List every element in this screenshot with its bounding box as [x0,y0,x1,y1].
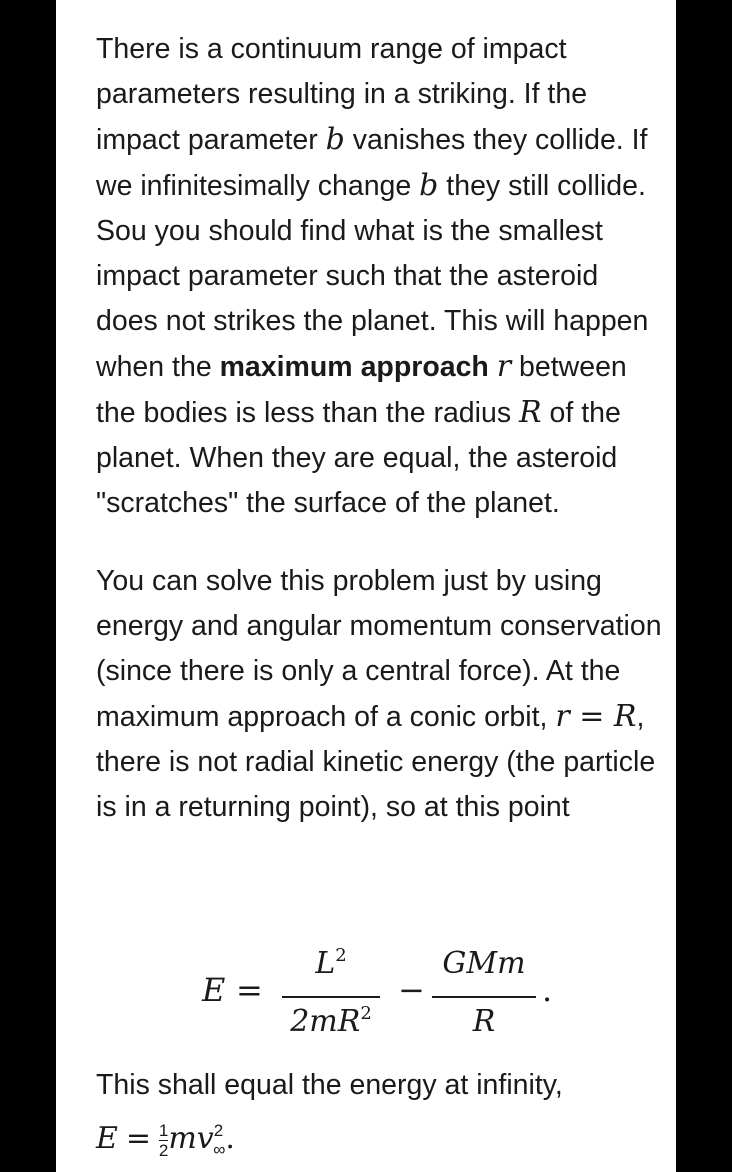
math-period: . [225,1121,235,1156]
text-span: vanishes they collide. If we infinitesimally change [96,124,648,202]
text-span: of the planet. When they are equal, the asteroid "scratches" the surface of the planet. [96,397,621,519]
text-span: There is a continuum range of impact parameters resulting in a striking. If the impact parameter [96,33,588,156]
den-exponent: 2 [360,1003,372,1024]
bold-term: maximum approach [219,351,489,383]
paragraph-energy-infinity [96,1063,666,1172]
math-mv: mv [168,1121,214,1156]
paragraph-impact-parameter [96,27,666,526]
text-line: This shall equal the energy at infinity, [96,1069,563,1101]
fraction-bar [432,996,536,998]
num-exponent: 2 [335,945,347,966]
half-den: 2 [158,1140,169,1160]
math-R: R [519,395,542,430]
energy-equation [56,920,676,1040]
math-E: E [96,1121,118,1156]
text-span: between the bodies is less than the radius [96,351,627,429]
math-b: b [419,168,439,203]
eq-equals: = [236,971,263,1009]
text-span: , there is not radial kinetic energy (the particle is in a returning point), so at this point [96,701,656,823]
fraction-denominator [282,1004,380,1039]
fraction-denominator: R [472,1004,496,1039]
fraction-bar [282,996,380,998]
math-equals: = [125,1121,151,1156]
den-text: 2mR [290,1004,361,1039]
half-fraction [159,1122,168,1159]
half-num: 1 [158,1120,169,1140]
fraction-numerator: GMm [442,946,526,981]
fraction-numerator [282,946,380,981]
paragraph-conservation [96,559,666,830]
answer-body [96,27,666,830]
math-sub-infinity: ∞ [213,1140,226,1159]
math-r-equals-R: r = R [555,699,637,734]
text-span: they still collide. Sou you should find what is the smallest impact parameter such that the asteroid does not strikes the planet. This will happen when the [96,170,649,383]
eq-lhs: E [202,971,226,1009]
inline-equation [96,1108,666,1172]
math-b: b [325,122,345,157]
eq-minus: − [398,971,425,1009]
fraction-kinetic [282,946,380,1056]
text-span: You can solve this problem just by using energy and angular momentum conservation (since there is only a central force). At the maximum approach of a conic orbit, [96,565,662,733]
answer-card [56,0,676,1172]
eq-period: . [542,971,553,1009]
num-text: L [315,946,336,981]
math-r: r [496,349,512,384]
fraction-potential [432,946,536,1056]
math-exp: 2 [213,1121,224,1140]
